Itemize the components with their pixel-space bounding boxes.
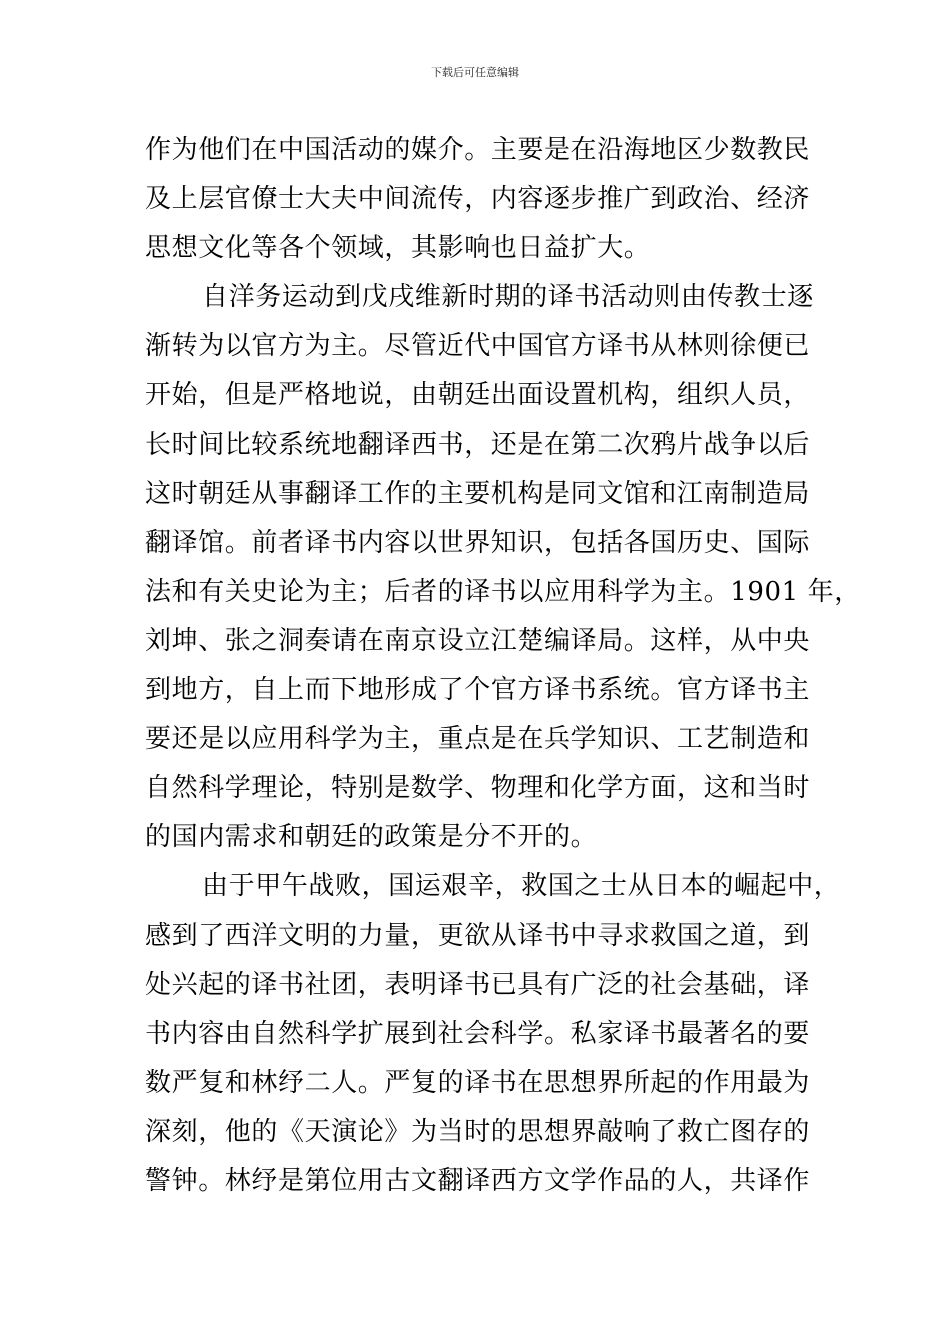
- text-line: 由于甲午战败，国运艰辛，救国之士从日本的崛起中，: [202, 871, 841, 902]
- text-line: 处兴起的译书社团，表明译书已具有广泛的社会基础，译: [145, 969, 811, 1000]
- text-line: 自然科学理论，特别是数学、物理和化学方面，这和当时: [145, 773, 811, 804]
- paragraph: [145, 273, 861, 862]
- paragraph: [145, 126, 825, 273]
- text-line: 作为他们在中国活动的媒介。主要是在沿海地区少数教民: [145, 135, 811, 165]
- text-line: 翻译馆。前者译书内容以世界知识，包括各国历史、国际: [145, 527, 811, 558]
- text-line: 书内容由自然科学扩展到社会科学。私家译书最著名的要: [145, 1018, 811, 1049]
- text-line: 要还是以应用科学为主，重点是在兵学知识、工艺制造和: [145, 724, 811, 755]
- paragraph: [145, 862, 841, 1206]
- text-line: 警钟。林纾是第位用古文翻译西方文学作品的人，共译作: [145, 1165, 811, 1196]
- text-line: 感到了西洋文明的力量，更欲从译书中寻求救国之道，到: [145, 920, 811, 951]
- text-line: 到地方，自上而下地形成了个官方译书系统。官方译书主: [145, 675, 811, 706]
- text-line: 思想文化等各个领域，其影响也日益扩大。: [145, 233, 651, 264]
- text-line: 这时朝廷从事翻译工作的主要机构是同文馆和江南制造局: [145, 478, 811, 509]
- text-line: 的国内需求和朝廷的政策是分不开的。: [145, 822, 598, 853]
- text-line: 刘坤、张之洞奏请在南京设立江楚编译局。这样，从中央: [145, 625, 811, 656]
- text-line: 及上层官僚士大夫中间流传，内容逐步推广到政治、经济: [145, 184, 811, 215]
- text-line: 数严复和林纾二人。严复的译书在思想界所起的作用最为: [145, 1067, 811, 1098]
- text-line: 开始，但是严格地说，由朝廷出面设置机构，组织人员，: [145, 380, 811, 411]
- text-line: 渐转为以官方为主。尽管近代中国官方译书从林则徐便已: [145, 331, 811, 362]
- page-header: 下载后可任意编辑: [431, 66, 519, 79]
- text-line: 法和有关史论为主；后者的译书以应用科学为主。1901 年，: [145, 576, 861, 607]
- body-text: [145, 126, 861, 1206]
- text-line: 长时间比较系统地翻译西书，还是在第二次鸦片战争以后: [145, 429, 811, 460]
- text-line: 自洋务运动到戊戌维新时期的译书活动则由传教士逐: [202, 282, 814, 313]
- text-line: 深刻，他的《天演论》为当时的思想界敲响了救亡图存的: [145, 1116, 811, 1147]
